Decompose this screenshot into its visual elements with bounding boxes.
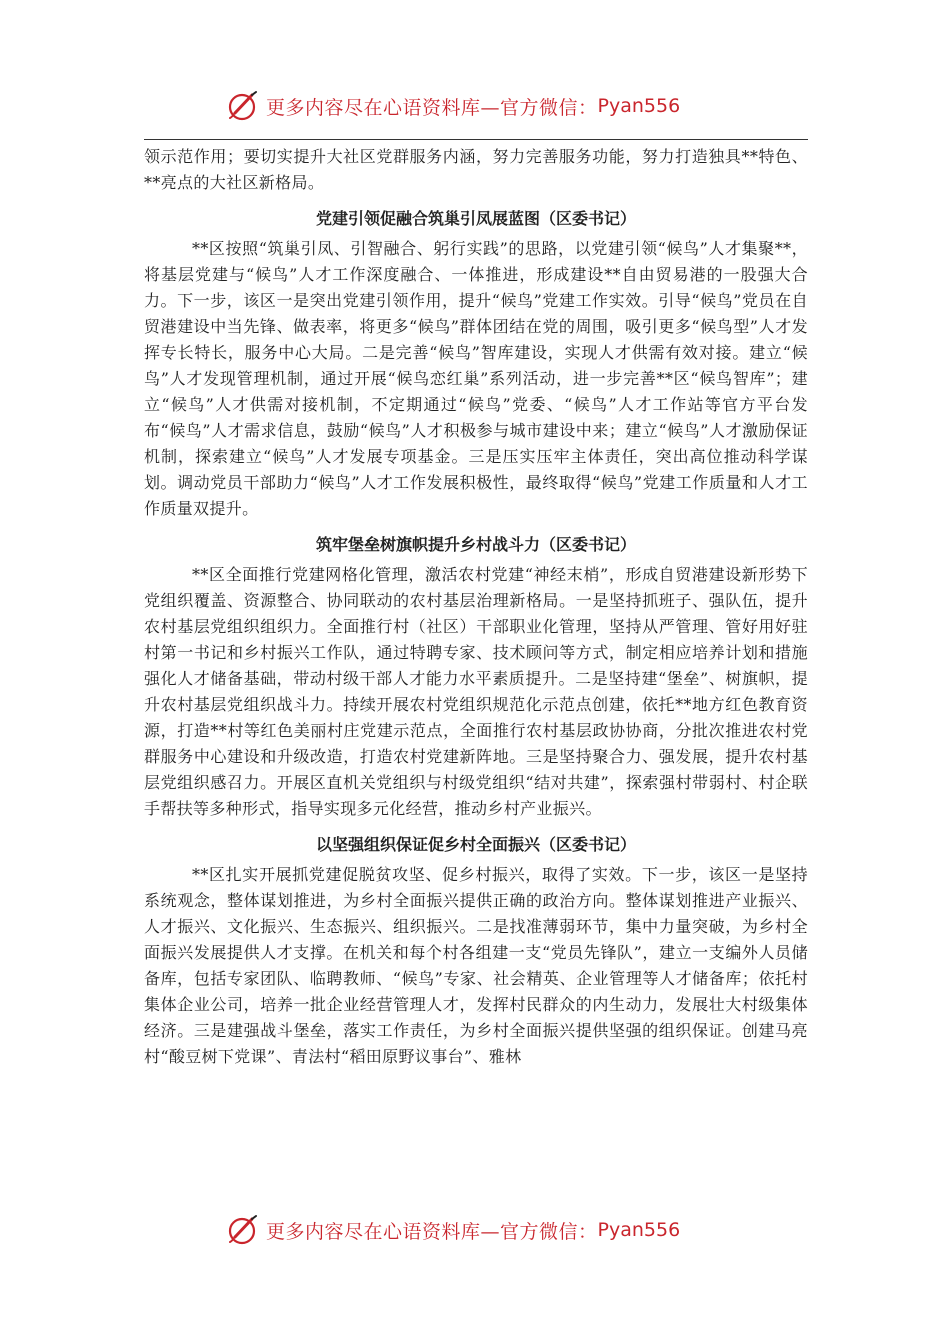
brush-logo-icon — [226, 1213, 260, 1247]
header-wechat-id: Pyan556 — [597, 95, 681, 117]
footer-banner — [0, 1210, 950, 1250]
section-paragraph-1: **区按照“筑巢引凤、引智融合、躬行实践”的思路，以党建引领“候鸟”人才集聚**，将基层党建与“候鸟”人才工作深度融合、一体推进，形成建设**自由贸易港的一股强大合力。下一步，该区一是突出党建引领作用，提升“候鸟”党建工作实效。引导“候鸟”党员在自贸港建设中当先锋、做表率，将更多“候鸟”群体团结在党的周围，吸引更多“候鸟型”人才发挥专长特长，服务中心大局。二是完善“候鸟”智库建设，实现人才供需有效对接。建立“候鸟”人才发现管理机制，通过开展“候鸟恋红巢”系列活动，进一步完善**区“候鸟智库”；建立“候鸟”人才供需对接机制，不定期通过“候鸟”党委、“候鸟”人才工作站等官方平台发布“候鸟”人才需求信息，鼓励“候鸟”人才积极参与城市建设中来；建立“候鸟”人才激励保证机制，探索建立“候鸟”人才发展专项基金。三是压实压牢主体责任，突出高位推动科学谋划。调动党员干部助力“候鸟”人才工作发展积极性，最终取得“候鸟”党建工作质量和人才工作质量双提升。 — [144, 239, 808, 518]
section-title-3: 以坚强组织保证促乡村全面振兴（区委书记） — [315, 835, 636, 854]
footer-wechat-id: Pyan556 — [597, 1219, 681, 1241]
document-body — [144, 144, 808, 1070]
header-banner-text: 更多内容尽在心语资料库—官方微信： — [266, 96, 598, 119]
brush-logo-icon — [226, 89, 260, 123]
footer-banner-text: 更多内容尽在心语资料库—官方微信： — [266, 1220, 598, 1243]
header-divider — [144, 139, 808, 140]
section-title-2: 筑牢堡垒树旗帜提升乡村战斗力（区委书记） — [315, 535, 636, 554]
continued-paragraph: 领示范作用；要切实提升大社区党群服务内涵，努力完善服务功能，努力打造独具**特色、**亮点的大社区新格局。 — [144, 147, 808, 192]
section-title-1: 党建引领促融合筑巢引凤展蓝图（区委书记） — [315, 209, 636, 228]
section-paragraph-3: **区扎实开展抓党建促脱贫攻坚、促乡村振兴，取得了实效。下一步，该区一是坚持系统观念，整体谋划推进，为乡村全面振兴提供正确的政治方向。整体谋划推进产业振兴、人才振兴、文化振兴、生态振兴、组织振兴。二是找准薄弱环节，集中力量突破，为乡村全面振兴发展提供人才支撑。在机关和每个村各组建一支“党员先锋队”，建立一支编外人员储备库，包括专家团队、临聘教师、“候鸟”专家、社会精英、企业管理等人才储备库；依托村集体企业公司，培养一批企业经营管理人才，发挥村民群众的内生动力，发展壮大村级集体经济。三是建强战斗堡垒，落实工作责任，为乡村全面振兴提供坚强的组织保证。创建马亮村“酸豆树下党课”、青法村“稻田原野议事台”、雅林 — [144, 865, 808, 1066]
section-paragraph-2: **区全面推行党建网格化管理，激活农村党建“神经末梢”，形成自贸港建设新形势下党组织覆盖、资源整合、协同联动的农村基层治理新格局。一是坚持抓班子、强队伍，提升农村基层党组织组织力。全面推行村（社区）干部职业化管理，坚持从严管理、管好用好驻村第一书记和乡村振兴工作队，通过特聘专家、技术顾问等方式，制定相应培养计划和措施强化人才储备基础，带动村级干部人才能力水平素质提升。二是坚持建“堡垒”、树旗帜，提升农村基层党组织战斗力。持续开展农村党组织规范化示范点创建，依托**地方红色教育资源，打造**村等红色美丽村庄党建示范点，全面推行农村基层政协协商，分批次推进农村党群服务中心建设和升级改造，打造农村党建新阵地。三是坚持聚合力、强发展，提升农村基层党组织感召力。开展区直机关党组织与村级党组织“结对共建”，探索强村带弱村、村企联手帮扶等多种形式，指导实现多元化经营，推动乡村产业振兴。 — [144, 565, 808, 818]
header-banner — [0, 86, 950, 126]
